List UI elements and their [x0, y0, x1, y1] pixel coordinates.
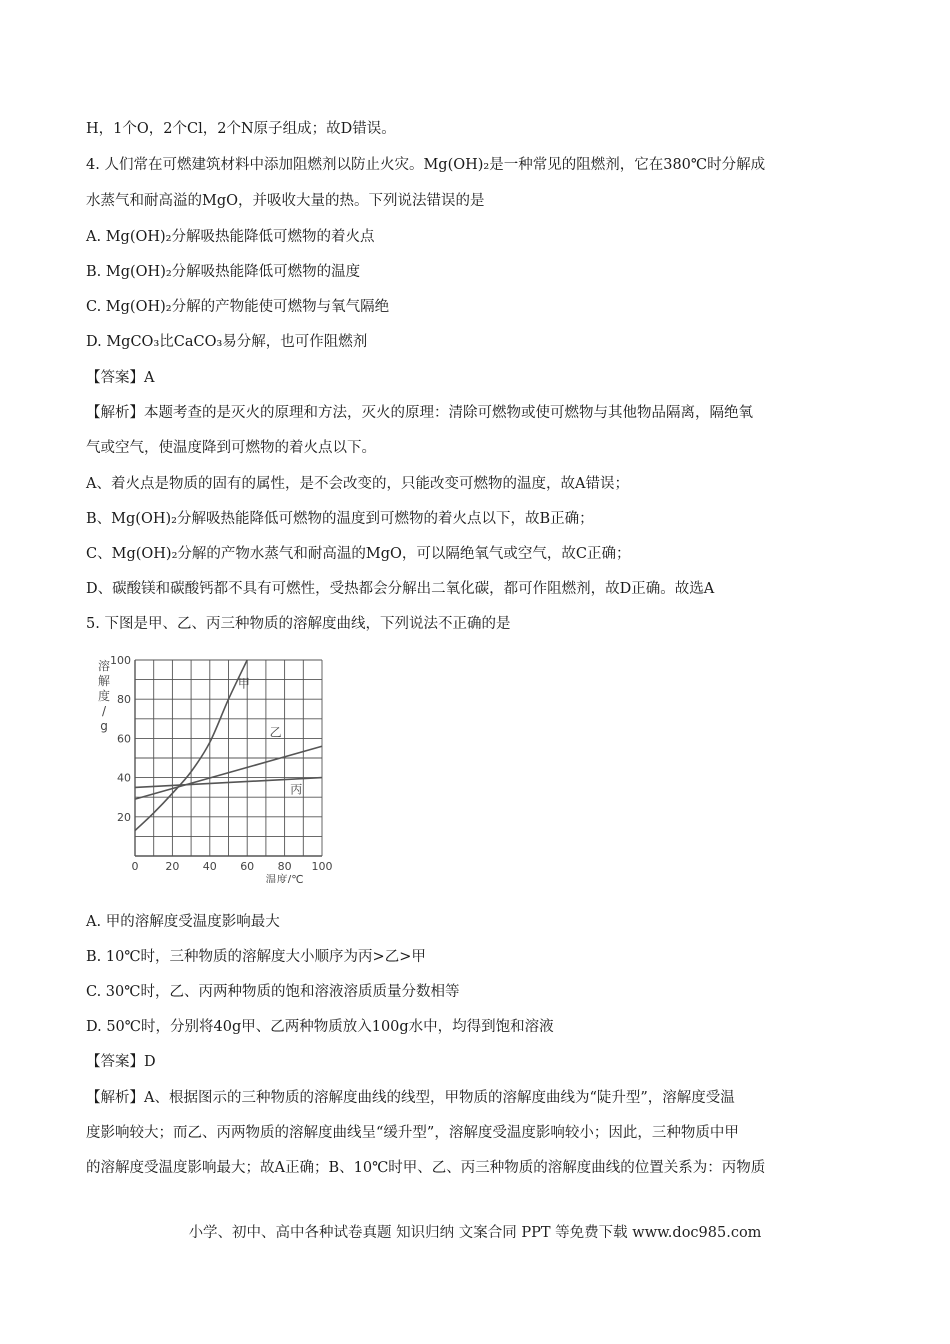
question-4-option-a: A. Mg(OH)₂分解吸热能降低可燃物的着火点 — [86, 229, 375, 245]
x-tick-label: 80 — [277, 860, 292, 873]
question-5-option-c: C. 30℃时，乙、丙两种物质的饱和溶液溶质质量分数相等 — [86, 984, 460, 1000]
x-tick-label: 0 — [131, 860, 139, 873]
question-4-option-b: B. Mg(OH)₂分解吸热能降低可燃物的温度 — [86, 264, 361, 280]
question-5-explanation-line-3: 的溶解度受温度影响最大；故A正确；B、10℃时甲、乙、丙三种物质的溶解度曲线的位置关系为：丙物质 — [86, 1160, 766, 1176]
question-4-explanation-line-1: 【解析】本题考查的是灭火的原理和方法，灭火的原理：清除可燃物或使可燃物与其他物品隔离，隔绝氧 — [86, 405, 753, 421]
question-5-explanation-line-2: 度影响较大；而乙、丙两物质的溶解度曲线呈“缓升型”，溶解度受温度影响较小；因此，三种物质中甲 — [86, 1125, 739, 1141]
question-4-explanation-line-4: B、Mg(OH)₂分解吸热能降低可燃物的温度到可燃物的着火点以下，故B正确； — [86, 511, 594, 527]
solubility-chart — [90, 648, 350, 883]
question-5-explanation-line-1: 【解析】A、根据图示的三种物质的溶解度曲线的线型，甲物质的溶解度曲线为“陡升型”，溶解度受温 — [86, 1090, 735, 1106]
question-4-stem-line-1: 4. 人们常在可燃建筑材料中添加阻燃剂以防止火灾。Mg(OH)₂是一种常见的阻燃剂，它在380℃时分解成 — [86, 157, 766, 173]
question-4-option-c: C. Mg(OH)₂分解的产物能使可燃物与氧气隔绝 — [86, 299, 390, 315]
series-label: 乙 — [269, 725, 282, 740]
question-4-explanation-line-5: C、Mg(OH)₂分解的产物水蒸气和耐高温的MgO，可以隔绝氧气或空气，故C正确； — [86, 546, 631, 562]
x-axis-label: 温度/℃ — [265, 873, 304, 883]
page-footer: 小学、初中、高中各种试卷真题 知识归纳 文案合同 PPT 等免费下载 www.doc985.com — [188, 1225, 762, 1241]
y-tick-label: 80 — [117, 693, 131, 707]
chart-grid — [135, 660, 322, 856]
y-tick-label: 100 — [110, 654, 131, 667]
y-tick-label: 40 — [117, 771, 131, 785]
question-5-answer: 【答案】D — [86, 1054, 156, 1070]
x-tick-label: 20 — [165, 860, 180, 873]
question-4-explanation-line-2: 气或空气，使温度降到可燃物的着火点以下。 — [86, 440, 376, 456]
question-4-option-d: D. MgCO₃比CaCO₃易分解，也可作阻燃剂 — [86, 334, 368, 350]
x-tick-label: 60 — [240, 860, 255, 873]
x-tick-label: 100 — [311, 860, 333, 873]
question-5-option-d: D. 50℃时，分别将40g甲、乙两种物质放入100g水中，均得到饱和溶液 — [86, 1019, 554, 1035]
series-label: 甲 — [237, 676, 250, 691]
series-label: 丙 — [290, 782, 303, 797]
question-5-stem: 5. 下图是甲、乙、丙三种物质的溶解度曲线，下列说法不正确的是 — [86, 616, 511, 632]
y-axis-label: 溶解度/ g — [97, 659, 111, 733]
x-tick-label: 40 — [202, 860, 217, 873]
y-tick-label: 20 — [117, 810, 131, 824]
question-4-explanation-line-3: A、着火点是物质的固有的属性，是不会改变的，只能改变可燃物的温度，故A错误； — [86, 476, 629, 492]
text-line: H，1个O，2个Cl，2个N原子组成；故D错误。 — [86, 121, 396, 137]
question-5-option-a: A. 甲的溶解度受温度影响最大 — [86, 914, 280, 930]
y-tick-label: 60 — [117, 732, 131, 746]
question-4-answer: 【答案】A — [86, 370, 155, 386]
question-5-option-b: B. 10℃时，三种物质的溶解度大小顺序为丙>乙>甲 — [86, 949, 426, 965]
chart-labels — [98, 654, 333, 883]
question-4-stem-line-2: 水蒸气和耐高溢的MgO，并吸收大量的热。下列说法错误的是 — [86, 193, 485, 209]
question-4-explanation-line-6: D、碳酸镁和碳酸钙都不具有可燃性，受热都会分解出二氧化碳，都可作阻燃剂，故D正确。故选A — [86, 581, 715, 597]
